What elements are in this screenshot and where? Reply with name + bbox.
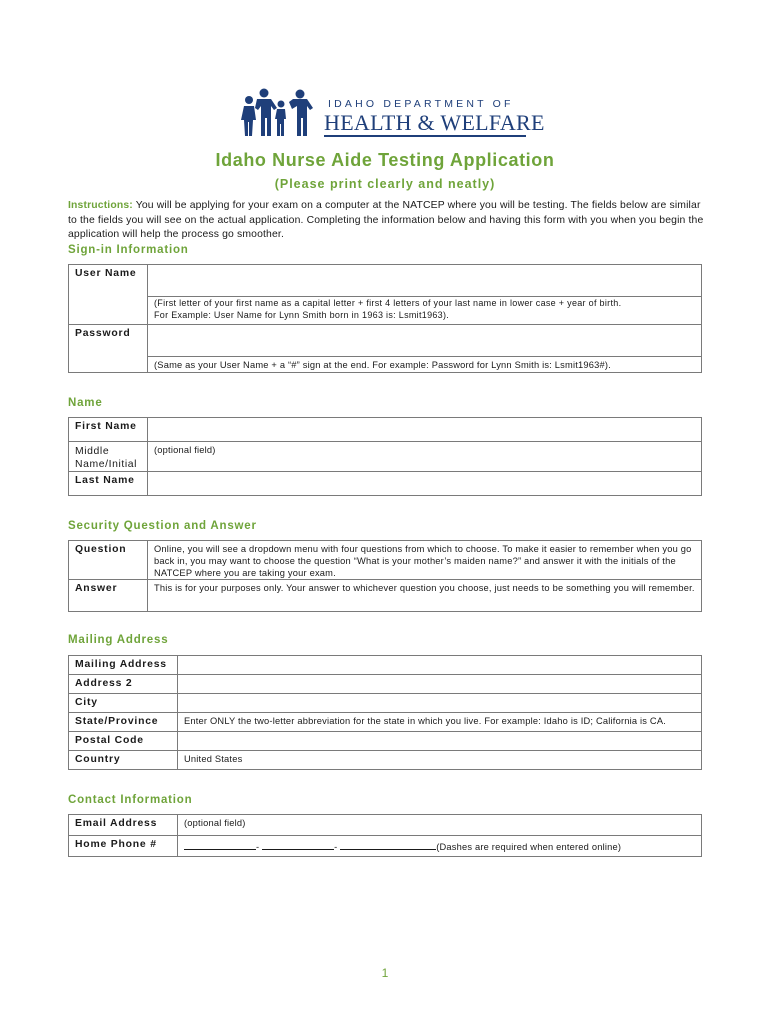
question-label: Question bbox=[69, 541, 148, 580]
logo-rule bbox=[324, 135, 526, 137]
username-field[interactable] bbox=[148, 265, 702, 297]
password-label: Password bbox=[69, 325, 148, 357]
mailing-table bbox=[68, 655, 702, 770]
contact-table bbox=[68, 814, 702, 857]
address2-field[interactable] bbox=[178, 675, 702, 694]
security-heading: Security Question and Answer bbox=[68, 520, 257, 532]
mailing-address-field[interactable] bbox=[178, 656, 702, 675]
country-label: Country bbox=[69, 751, 178, 770]
mailing-heading: Mailing Address bbox=[68, 634, 169, 646]
home-phone-label: Home Phone # bbox=[69, 836, 178, 857]
phone-dash-1: - bbox=[256, 842, 260, 852]
state-label: State/Province bbox=[69, 713, 178, 732]
last-name-label: Last Name bbox=[69, 472, 148, 496]
country-field[interactable]: United States bbox=[178, 751, 702, 770]
logo-department-text: IDAHO DEPARTMENT OF bbox=[328, 98, 514, 110]
phone-dash-2: - bbox=[334, 842, 338, 852]
signin-table bbox=[68, 264, 702, 373]
phone-note: (Dashes are required when entered online) bbox=[436, 842, 622, 852]
username-label-spacer bbox=[69, 297, 148, 325]
middle-name-label: Middle Name/Initial bbox=[69, 442, 148, 472]
password-label-spacer bbox=[69, 357, 148, 373]
instructions-text: You will be applying for your exam on a computer at the NATCEP where you will be testing. The fields below are similar to the fields you will see on the actual application. Completing the information below and having this form with you when you begin the application will help the process go smoother. bbox=[68, 200, 704, 240]
home-phone-field[interactable] bbox=[178, 836, 702, 857]
middle-name-field[interactable]: (optional field) bbox=[148, 442, 702, 472]
answer-field[interactable]: This is for your purposes only. Your answer to whichever question you choose, just needs to be something you will remember. bbox=[148, 580, 702, 612]
password-field[interactable] bbox=[148, 325, 702, 357]
first-name-label: First Name bbox=[69, 418, 148, 442]
phone-area-line[interactable] bbox=[184, 840, 256, 850]
form-title: Idaho Nurse Aide Testing Application bbox=[215, 150, 555, 170]
phone-line-number-line[interactable] bbox=[340, 840, 436, 850]
name-heading: Name bbox=[68, 397, 103, 409]
idhw-logo bbox=[240, 88, 545, 140]
mailing-address-label: Mailing Address bbox=[69, 656, 178, 675]
question-field[interactable]: Online, you will see a dropdown menu with four questions from which to choose. To make it easier to remember when you go back in, you may want to choose the question “What is your mother’s maiden name?” and answer it with the initials of the NATCEP where you are taking your exam. bbox=[148, 541, 702, 580]
username-note-line-2: For Example: User Name for Lynn Smith born in 1963 is: Lsmit1963). bbox=[154, 309, 450, 320]
name-table bbox=[68, 417, 702, 496]
instructions bbox=[68, 199, 708, 243]
last-name-field[interactable] bbox=[148, 472, 702, 496]
logo-agency-text: HEALTH & WELFARE bbox=[324, 110, 545, 135]
username-note bbox=[148, 297, 702, 325]
postal-code-field[interactable] bbox=[178, 732, 702, 751]
username-label: User Name bbox=[69, 265, 148, 297]
security-table bbox=[68, 540, 702, 612]
postal-code-label: Postal Code bbox=[69, 732, 178, 751]
form-subtitle: (Please print clearly and neatly) bbox=[274, 177, 496, 191]
address2-label: Address 2 bbox=[69, 675, 178, 694]
email-field[interactable]: (optional field) bbox=[178, 815, 702, 836]
email-label: Email Address bbox=[69, 815, 178, 836]
first-name-field[interactable] bbox=[148, 418, 702, 442]
family-figures-icon bbox=[240, 88, 316, 138]
phone-prefix-line[interactable] bbox=[262, 840, 334, 850]
instructions-label: Instructions: bbox=[68, 200, 133, 211]
answer-label: Answer bbox=[69, 580, 148, 612]
city-label: City bbox=[69, 694, 178, 713]
contact-heading: Contact Information bbox=[68, 794, 193, 806]
page-number: 1 bbox=[381, 966, 389, 980]
state-field[interactable]: Enter ONLY the two-letter abbreviation for the state in which you live. For example: Idaho is ID; California is CA. bbox=[178, 713, 702, 732]
city-field[interactable] bbox=[178, 694, 702, 713]
signin-heading: Sign-in Information bbox=[68, 244, 189, 256]
username-note-line-1: (First letter of your first name as a capital letter + first 4 letters of your last name in lower case + year of birth. bbox=[154, 298, 622, 308]
password-note: (Same as your User Name + a “#” sign at the end. For example: Password for Lynn Smith is: Lsmit1963#). bbox=[148, 357, 702, 373]
